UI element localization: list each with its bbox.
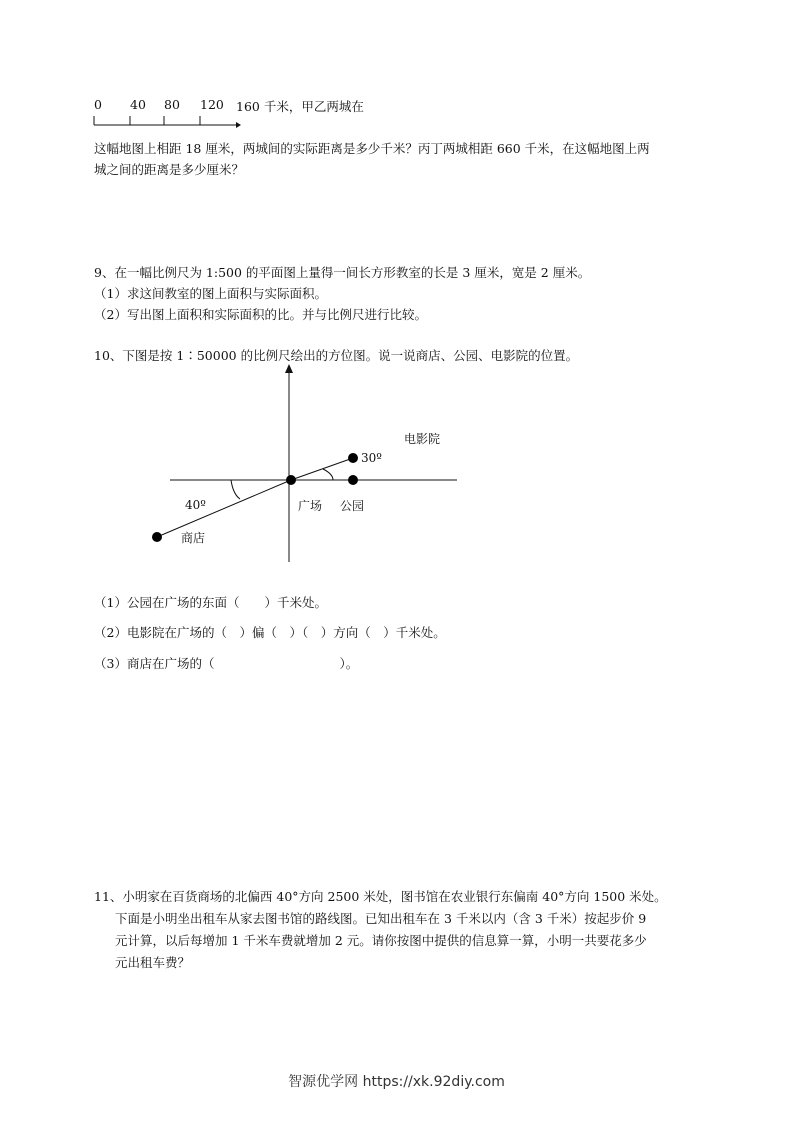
angle-label-cinema: 30º xyxy=(361,451,382,465)
q11-line-3: 元计算，以后每增加 1 千米车费就增加 2 元。请你按图中提供的信息算一算，小明一共要花多少 xyxy=(115,933,647,948)
q10-sub-2: （2）电影院在广场的（ ）偏（ ）（ ）方向（ ）千米处。 xyxy=(94,625,446,640)
store-line xyxy=(157,480,291,537)
q11-line-4: 元出租车费？ xyxy=(115,955,191,970)
q9-sub-1: （1）求这间教室的图上面积与实际面积。 xyxy=(94,286,327,301)
footer-watermark: 智源优学网 https://xk.92diy.com xyxy=(288,1074,505,1090)
park-label: 公园 xyxy=(340,499,365,513)
q11-line-2: 下面是小明坐出租车从家去图书馆的路线图。已知出租车在 3 千米以内（含 3 千米）按起步价 9 xyxy=(115,911,647,926)
q10-title: 10、下图是按 1∶50000 的比例尺绘出的方位图。说一说商店、公园、电影院的位置。 xyxy=(94,348,579,363)
store-point xyxy=(152,532,162,542)
store-label: 商店 xyxy=(181,531,206,545)
q11-line-1: 11、小明家在百货商场的北偏西 40°方向 2500 米处，图书馆在农业银行东偏南 40°方向 1500 米处。 xyxy=(94,889,667,904)
angle-arc-cinema xyxy=(323,469,333,480)
angle-arc-store xyxy=(231,480,240,499)
scale-end-label: 160 千米，甲乙两城在 xyxy=(236,99,364,114)
q9-sub-2: （2）写出图上面积和实际面积的比。并与比例尺进行比较。 xyxy=(94,307,427,322)
scale-tick-label: 40 xyxy=(130,97,146,112)
park-point xyxy=(348,475,358,485)
q8-line-1: 这幅地图上相距 18 厘米，两城间的实际距离是多少千米？丙丁两城相距 660 千米，在这幅地图上两 xyxy=(94,141,650,156)
square-point xyxy=(286,475,296,485)
q8-line-2: 城之间的距离是多少厘米？ xyxy=(94,162,245,177)
square-label: 广场 xyxy=(298,499,323,513)
cinema-label: 电影院 xyxy=(404,432,441,446)
q9-title: 9、在一幅比例尺为 1:500 的平面图上量得一间长方形教室的长是 3 厘米，宽是 2 厘米。 xyxy=(94,265,591,280)
north-arrow-icon xyxy=(285,364,293,373)
scale-tick-label: 0 xyxy=(94,97,102,112)
angle-label-store: 40º xyxy=(185,498,206,512)
scale-tick-label: 80 xyxy=(164,97,180,112)
q10-sub-1: （1）公园在广场的东面（ ）千米处。 xyxy=(94,595,327,610)
cinema-point xyxy=(348,453,358,463)
cinema-line xyxy=(291,458,353,480)
scale-tick-label: 120 xyxy=(200,97,224,112)
q10-sub-3: （3）商店在广场的（ ）。 xyxy=(94,656,359,671)
